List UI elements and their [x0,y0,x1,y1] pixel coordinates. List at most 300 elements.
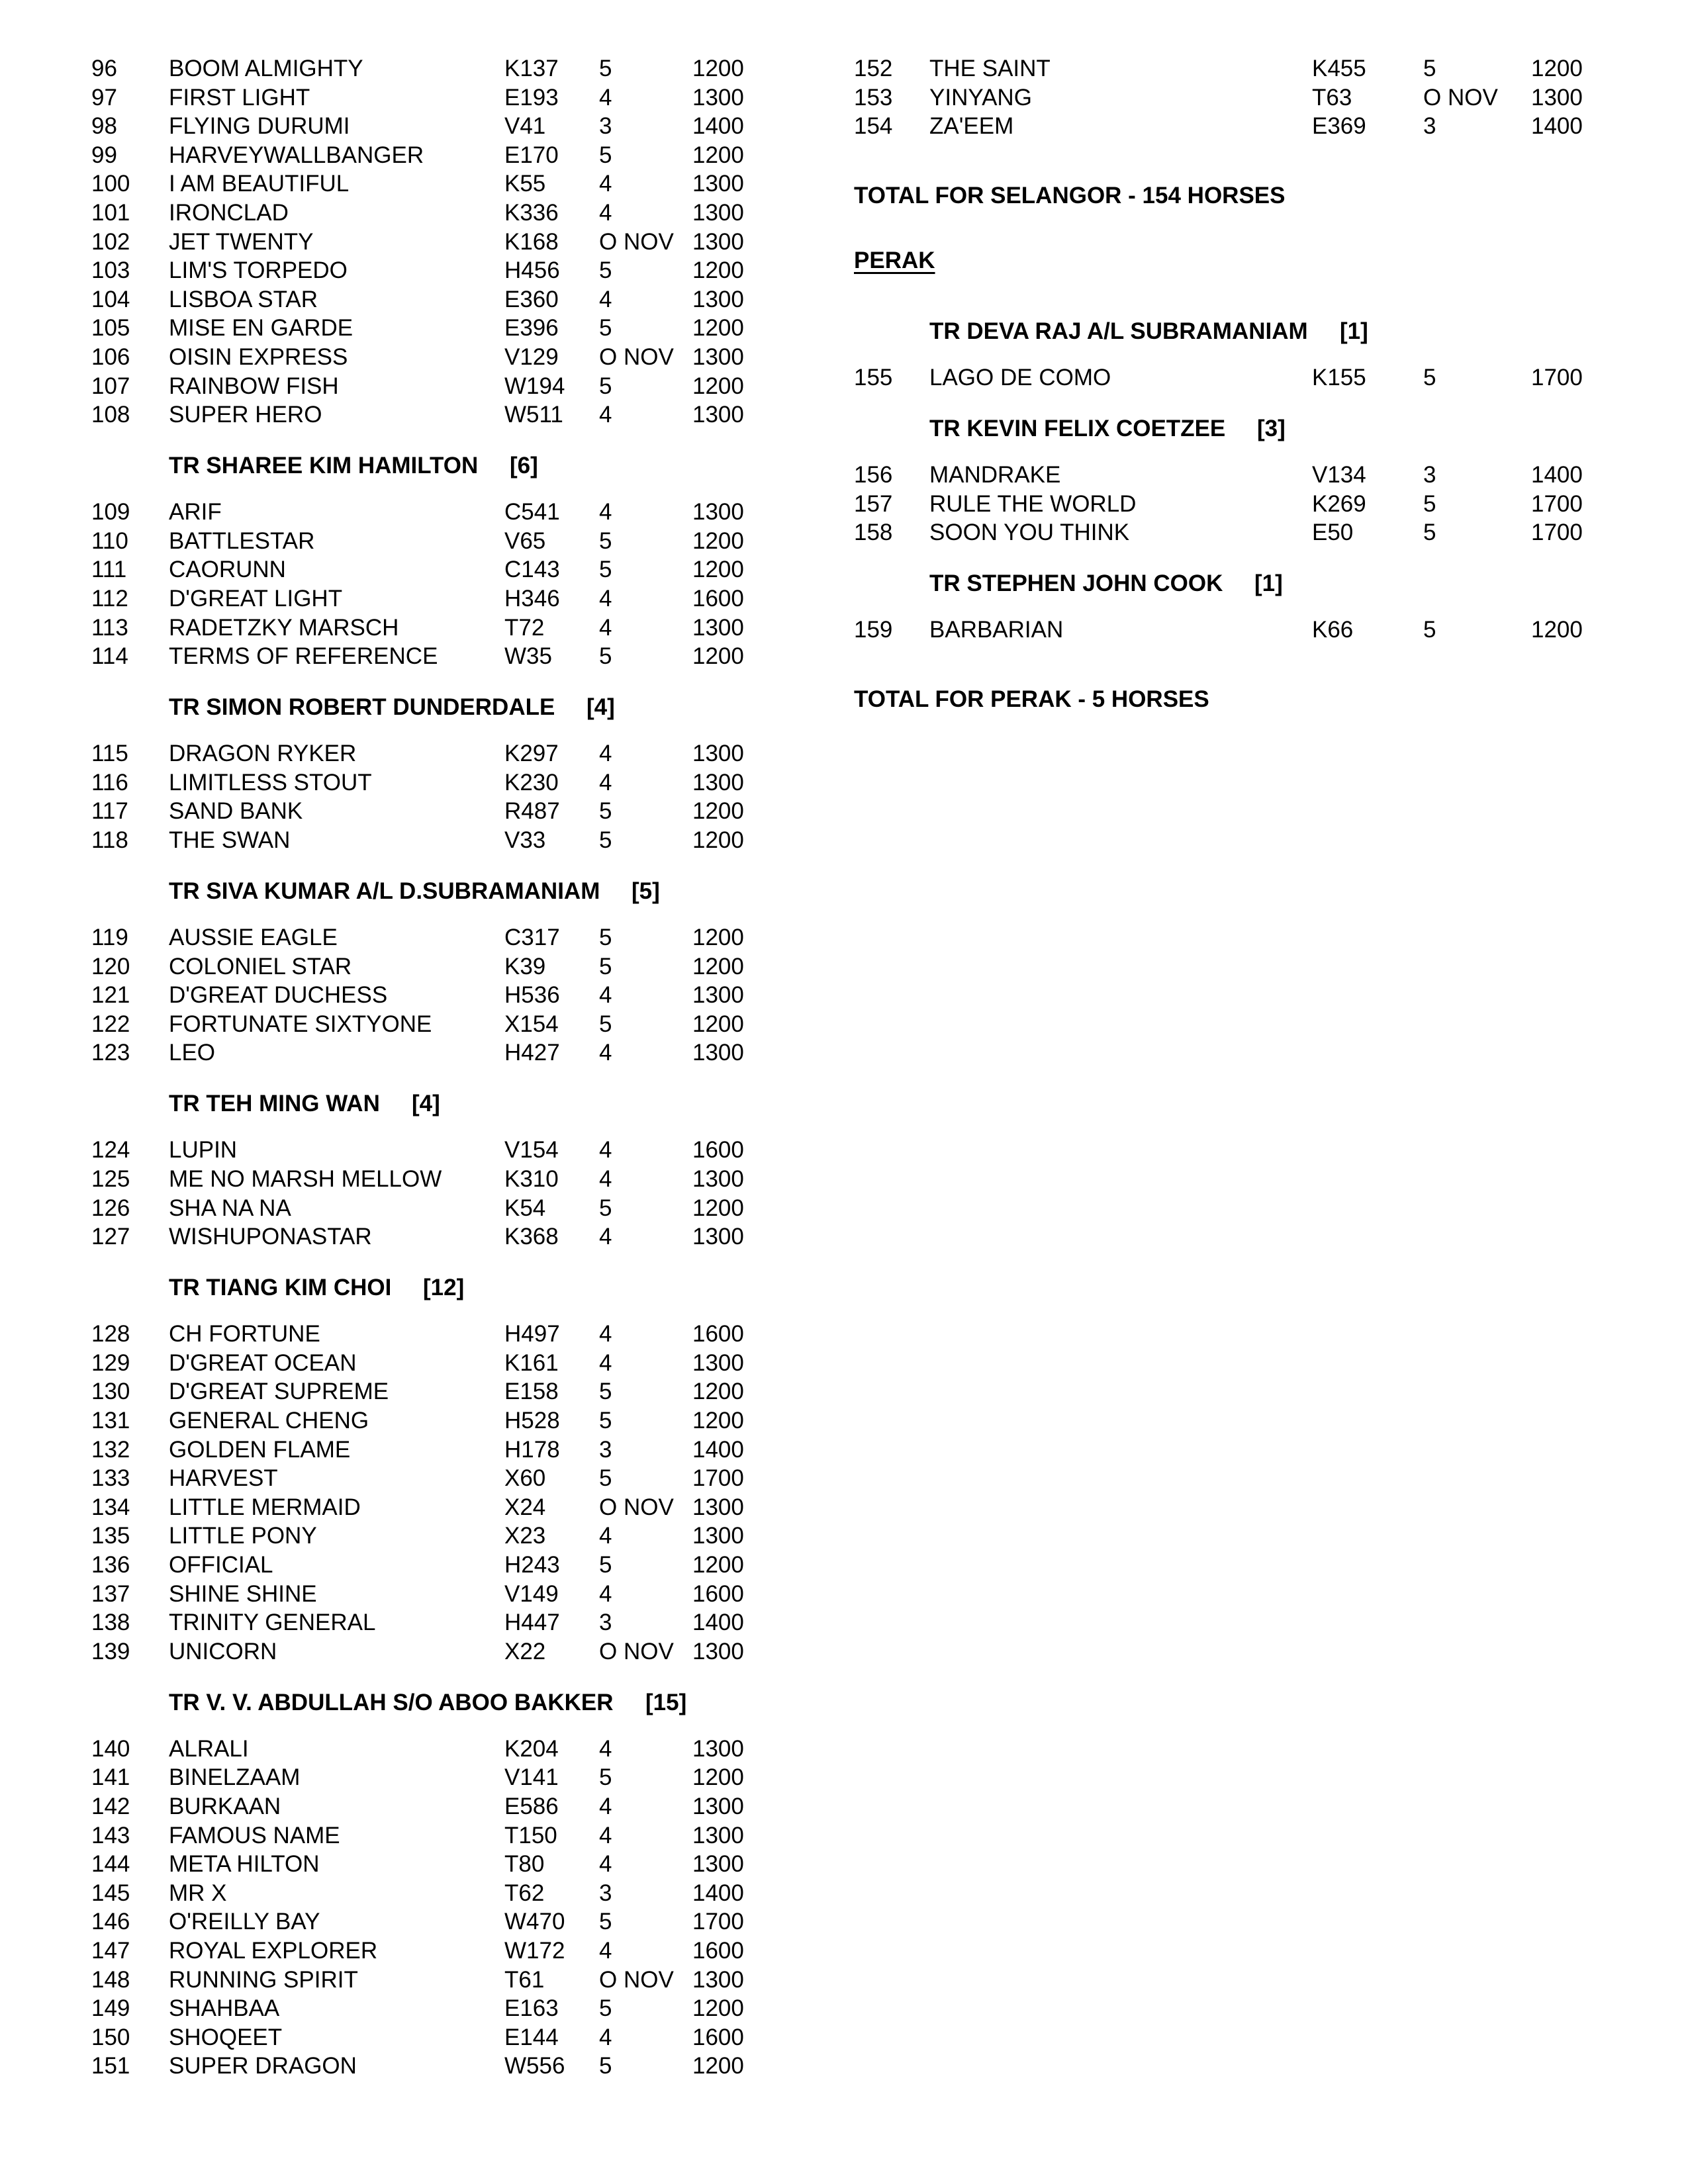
horse-name: BURKAAN [169,1794,281,1819]
horse-rating: 3 [1423,113,1436,139]
horse-rating: 4 [599,171,612,197]
horse-name: THE SAINT [929,56,1051,81]
horse-code: H497 [504,1321,560,1347]
horse-row [0,1938,1688,1964]
trainer-heading [0,694,1688,721]
horse-name: D'GREAT SUPREME [169,1379,389,1404]
horse-no: 147 [91,1938,130,1964]
horse-rating: 4 [599,1938,612,1964]
horse-row [0,1137,1688,1163]
horse-name: MANDRAKE [929,462,1061,488]
horse-name: HARVEST [169,1465,278,1491]
horse-name: SHINE SHINE [169,1581,317,1607]
horse-code: C541 [504,499,560,525]
horse-no: 154 [854,113,893,139]
horse-dist: 1200 [692,2053,744,2079]
horse-row [0,741,1688,767]
horse-name: GENERAL CHENG [169,1408,369,1433]
horse-name: UNICORN [169,1639,277,1664]
horse-rating: 5 [1423,491,1436,517]
horse-dist: 1300 [692,402,744,428]
horse-no: 139 [91,1639,130,1664]
horse-rating: 5 [1423,365,1436,390]
horse-rating: 5 [599,925,612,950]
horse-rating: O NOV [1423,85,1498,111]
trainer-name: TR SIVA KUMAR A/L D.SUBRAMANIAM [169,878,600,904]
horse-code: E360 [504,287,559,312]
horse-row [0,287,1688,313]
horse-name: ALRALI [169,1736,249,1762]
horse-name: SHOQEET [169,2025,283,2050]
horse-rating: 5 [599,1465,612,1491]
horse-row [0,85,1688,111]
horse-rating: 4 [599,1581,612,1607]
horse-row [0,462,1688,488]
horse-rating: 4 [599,982,612,1008]
horse-no: 118 [91,827,128,853]
horse-name: SHA NA NA [169,1195,291,1221]
horse-dist: 1300 [692,499,744,525]
horse-name: LIM'S TORPEDO [169,257,348,283]
horse-dist: 1200 [692,1379,744,1404]
horse-row [0,1494,1688,1521]
horse-rating: 4 [599,1224,612,1250]
trainer-horse-count: [5] [632,878,660,904]
horse-dist: 1200 [692,1195,744,1221]
horse-no: 128 [91,1321,130,1347]
horse-code: K204 [504,1736,559,1762]
horse-rating: 4 [599,770,612,796]
horse-name: TRINITY GENERAL [169,1610,376,1635]
horse-row [0,2025,1688,2051]
trainer-horse-count: [4] [412,1091,440,1116]
horse-dist: 1200 [692,373,744,399]
trainer-name: TR DEVA RAJ A/L SUBRAMANIAM [929,318,1308,344]
horse-rating: 5 [599,557,612,582]
horse-name: ROYAL EXPLORER [169,1938,378,1964]
horse-code: X60 [504,1465,546,1491]
horse-name: I AM BEAUTIFUL [169,171,350,197]
horse-dist: 1300 [692,1736,744,1762]
horse-dist: 1300 [692,1794,744,1819]
horse-rating: 4 [599,1166,612,1192]
horse-dist: 1300 [692,1967,744,1993]
horse-no: 149 [91,1995,130,2021]
horse-dist: 1300 [692,982,744,1008]
horse-no: 151 [91,2053,130,2079]
horse-code: K368 [504,1224,559,1250]
horse-dist: 1600 [692,1581,744,1607]
horse-no: 106 [91,344,130,370]
horse-dist: 1300 [692,171,744,197]
horse-code: C317 [504,925,560,950]
horse-no: 141 [91,1764,130,1790]
horse-code: K455 [1312,56,1366,81]
horse-name: LITTLE PONY [169,1523,317,1549]
horse-code: T61 [504,1967,545,1993]
horse-rating: 5 [599,315,612,341]
horse-no: 159 [854,617,893,643]
horse-rating: 5 [599,1552,612,1578]
horse-name: COLONIEL STAR [169,954,352,979]
horse-code: K39 [504,954,546,979]
horse-dist: 1300 [692,287,744,312]
horse-rating: 3 [599,1610,612,1635]
horse-code: V33 [504,827,546,853]
horse-dist: 1400 [692,113,744,139]
horse-rating: 4 [599,1823,612,1848]
horse-name: FLYING DURUMI [169,113,350,139]
horse-dist: 1200 [1531,56,1583,81]
horse-row [0,1523,1688,1549]
horse-no: 119 [91,925,128,950]
horse-name: RADETZKY MARSCH [169,615,399,641]
horse-code: W511 [504,402,563,428]
horse-row [0,1639,1688,1665]
horse-row [0,1011,1688,1038]
horse-code: E369 [1312,113,1366,139]
horse-rating: 4 [599,402,612,428]
horse-rating: 5 [599,1379,612,1404]
horse-rating: 5 [599,2053,612,2079]
horse-no: 148 [91,1967,130,1993]
horse-code: K137 [504,56,559,81]
horse-no: 100 [91,171,130,197]
horse-dist: 1300 [692,1040,744,1066]
horse-dist: 1300 [692,1350,744,1376]
horse-code: T150 [504,1823,557,1848]
state-total: TOTAL FOR PERAK - 5 HORSES [854,686,1209,712]
horse-row [0,1437,1688,1463]
horse-no: 157 [854,491,893,517]
horse-dist: 1300 [692,770,744,796]
horse-dist: 1200 [692,257,744,283]
trainer-heading [0,570,1688,597]
horse-no: 135 [91,1523,130,1549]
horse-row [0,520,1688,546]
horse-rating: 4 [599,1523,612,1549]
horse-dist: 1300 [692,85,744,111]
trainer-horse-count: [1] [1254,570,1283,596]
horse-no: 144 [91,1851,130,1877]
horse-no: 123 [91,1040,130,1066]
trainer-horse-count: [12] [423,1275,465,1300]
trainer-horse-count: [3] [1257,416,1286,441]
trainer-name: TR SHAREE KIM HAMILTON [169,453,479,478]
horse-rating: 5 [599,257,612,283]
horse-code: T63 [1312,85,1352,111]
horse-rating: 4 [599,1350,612,1376]
horse-no: 153 [854,85,893,111]
horse-dist: 1200 [692,142,744,168]
horse-rating: 4 [599,1040,612,1066]
horse-name: HARVEYWALLBANGER [169,142,424,168]
horse-code: W556 [504,2053,565,2079]
horse-no: 130 [91,1379,130,1404]
horse-rating: 5 [599,528,612,554]
horse-dist: 1400 [692,1880,744,1906]
horse-name: YINYANG [929,85,1032,111]
horse-rating: O NOV [599,1967,674,1993]
horse-name: LUPIN [169,1137,238,1163]
horse-code: H536 [504,982,560,1008]
horse-row [0,1166,1688,1193]
horse-dist: 1200 [692,643,744,669]
horse-row [0,1195,1688,1222]
horse-dist: 1600 [692,1938,744,1964]
horse-rating: O NOV [599,344,674,370]
horse-code: E163 [504,1995,559,2021]
horse-code: E50 [1312,520,1354,545]
horse-row [0,1408,1688,1434]
horse-code: V134 [1312,462,1366,488]
horse-code: K269 [1312,491,1366,517]
horse-dist: 1300 [692,615,744,641]
horse-name: SUPER DRAGON [169,2053,357,2079]
horse-row [0,1581,1688,1608]
horse-no: 96 [91,56,117,81]
horse-row [0,827,1688,854]
horse-code: K55 [504,171,546,197]
horse-no: 145 [91,1880,130,1906]
horse-name: BATTLESTAR [169,528,315,554]
horse-no: 116 [91,770,128,796]
horse-no: 138 [91,1610,130,1635]
horse-dist: 1700 [692,1909,744,1934]
horse-rating: 4 [599,615,612,641]
horse-rating: 3 [1423,462,1436,488]
horse-rating: 5 [599,1195,612,1221]
horse-rating: O NOV [599,1494,674,1520]
horse-no: 131 [91,1408,130,1433]
horse-name: RULE THE WORLD [929,491,1137,517]
horse-name: TERMS OF REFERENCE [169,643,438,669]
trainer-heading [0,416,1688,442]
horse-row [0,770,1688,796]
horse-no: 124 [91,1137,130,1163]
horse-row [0,617,1688,643]
trainer-name: TR TIANG KIM CHOI [169,1275,392,1300]
horse-name: OFFICIAL [169,1552,273,1578]
horse-no: 98 [91,113,117,139]
horse-no: 156 [854,462,893,488]
horse-code: X22 [504,1639,546,1664]
horse-rating: 5 [599,142,612,168]
horse-code: E396 [504,315,559,341]
horse-dist: 1300 [1531,85,1583,111]
horse-code: K54 [504,1195,546,1221]
horse-dist: 1300 [692,200,744,226]
horse-rating: 4 [599,85,612,111]
horse-no: 126 [91,1195,130,1221]
horse-code: W470 [504,1909,565,1934]
horse-no: 140 [91,1736,130,1762]
horse-rating: 5 [599,643,612,669]
trainer-horse-count: [6] [510,453,538,478]
horse-name: LAGO DE COMO [929,365,1111,390]
horse-no: 158 [854,520,893,545]
horse-rating: 5 [599,954,612,979]
horse-no: 129 [91,1350,130,1376]
horse-dist: 1600 [692,1137,744,1163]
horse-row [0,1224,1688,1250]
horse-code: E144 [504,2025,559,2050]
state-section-title: PERAK [854,248,935,273]
horse-code: H243 [504,1552,560,1578]
horse-dist: 1200 [692,315,744,341]
horse-name: O'REILLY BAY [169,1909,320,1934]
horse-code: H528 [504,1408,560,1433]
horse-rating: 5 [599,373,612,399]
horse-dist: 1200 [692,1011,744,1037]
horse-rating: 3 [599,1437,612,1463]
trainer-name: TR KEVIN FELIX COETZEE [929,416,1226,441]
horse-row [0,1995,1688,2022]
horse-no: 109 [91,499,130,525]
horse-name: CAORUNN [169,557,286,582]
trainer-heading [0,1275,1688,1301]
horse-rating: 5 [1423,56,1436,81]
horse-row [0,257,1688,284]
horse-name: D'GREAT LIGHT [169,586,343,612]
horse-dist: 1200 [692,925,744,950]
horse-no: 133 [91,1465,130,1491]
horse-row [0,1967,1688,1993]
horse-row [0,643,1688,670]
horse-row [0,491,1688,518]
horse-name: FAMOUS NAME [169,1823,340,1848]
horse-no: 122 [91,1011,130,1037]
horse-name: FIRST LIGHT [169,85,310,111]
horse-name: MISE EN GARDE [169,315,353,341]
horse-name: RUNNING SPIRIT [169,1967,358,1993]
horse-rating: 4 [599,499,612,525]
trainer-name: TR TEH MING WAN [169,1091,380,1116]
trainer-name: TR STEPHEN JOHN COOK [929,570,1223,596]
horse-code: V154 [504,1137,559,1163]
horse-dist: 1700 [1531,520,1583,545]
horse-row [0,229,1688,255]
horse-no: 110 [91,528,128,554]
horse-code: K66 [1312,617,1354,643]
horse-dist: 1600 [692,1321,744,1347]
horse-dist: 1700 [692,1465,744,1491]
horse-name: ME NO MARSH MELLOW [169,1166,442,1192]
horse-rating: 4 [599,1321,612,1347]
horse-row [0,954,1688,980]
horse-no: 136 [91,1552,130,1578]
horse-code: E158 [504,1379,559,1404]
horse-name: FORTUNATE SIXTYONE [169,1011,432,1037]
horse-row [0,1552,1688,1578]
horse-name: WISHUPONASTAR [169,1224,372,1250]
trainer-heading [0,1091,1688,1117]
horse-code: K155 [1312,365,1366,390]
horse-rating: 4 [599,1736,612,1762]
horse-rating: 5 [599,1995,612,2021]
horse-row [0,171,1688,197]
horse-dist: 1200 [1531,617,1583,643]
horse-rating: 4 [599,741,612,766]
horse-rating: 5 [599,56,612,81]
horse-dist: 1200 [692,1764,744,1790]
horse-row [0,1610,1688,1636]
horse-no: 108 [91,402,130,428]
state-total: TOTAL FOR SELANGOR - 154 HORSES [854,183,1286,208]
horse-row [0,1851,1688,1878]
horse-dist: 1300 [692,1639,744,1664]
horse-row [0,200,1688,226]
horse-name: IRONCLAD [169,200,289,226]
horse-rating: 4 [599,1794,612,1819]
horse-dist: 1600 [692,586,744,612]
horse-dist: 1200 [692,1408,744,1433]
horse-no: 115 [91,741,128,766]
horse-dist: 1300 [692,1851,744,1877]
horse-no: 120 [91,954,130,979]
horse-code: W194 [504,373,565,399]
horse-dist: 1200 [692,1552,744,1578]
horse-row [0,1909,1688,1935]
horse-code: V65 [504,528,546,554]
horse-row [0,1736,1688,1762]
horse-name: GOLDEN FLAME [169,1437,351,1463]
horse-code: X154 [504,1011,559,1037]
horse-rating: 5 [599,1408,612,1433]
horse-dist: 1700 [1531,491,1583,517]
horse-code: V141 [504,1764,559,1790]
horse-dist: 1300 [692,741,744,766]
horse-no: 132 [91,1437,130,1463]
horse-dist: 1200 [692,1995,744,2021]
horse-name: LITTLE MERMAID [169,1494,361,1520]
horse-name: JET TWENTY [169,229,314,255]
horse-row [0,1794,1688,1820]
horse-no: 152 [854,56,893,81]
horse-no: 125 [91,1166,130,1192]
horse-row [0,1823,1688,1849]
horse-name: DRAGON RYKER [169,741,357,766]
horse-name: SOON YOU THINK [929,520,1130,545]
horse-dist: 1300 [692,229,744,255]
horse-row [0,1764,1688,1791]
trainer-name: TR SIMON ROBERT DUNDERDALE [169,694,555,720]
horse-name: D'GREAT DUCHESS [169,982,388,1008]
horse-no: 150 [91,2025,130,2050]
horse-dist: 1400 [1531,113,1583,139]
horse-code: H447 [504,1610,560,1635]
horse-code: X23 [504,1523,546,1549]
horse-dist: 1200 [692,557,744,582]
horse-dist: 1300 [692,344,744,370]
horse-name: AUSSIE EAGLE [169,925,338,950]
horse-dist: 1400 [692,1437,744,1463]
horse-dist: 1200 [692,954,744,979]
horse-name: THE SWAN [169,827,291,853]
horse-name: SUPER HERO [169,402,322,428]
horse-name: ZA'EEM [929,113,1014,139]
horse-name: RAINBOW FISH [169,373,339,399]
horse-no: 103 [91,257,130,283]
horse-code: X24 [504,1494,546,1520]
horse-dist: 1200 [692,528,744,554]
horse-code: K168 [504,229,559,255]
horse-row [0,1465,1688,1492]
horse-no: 155 [854,365,893,390]
horse-code: K336 [504,200,559,226]
horse-code: T62 [504,1880,545,1906]
horse-code: W172 [504,1938,565,1964]
